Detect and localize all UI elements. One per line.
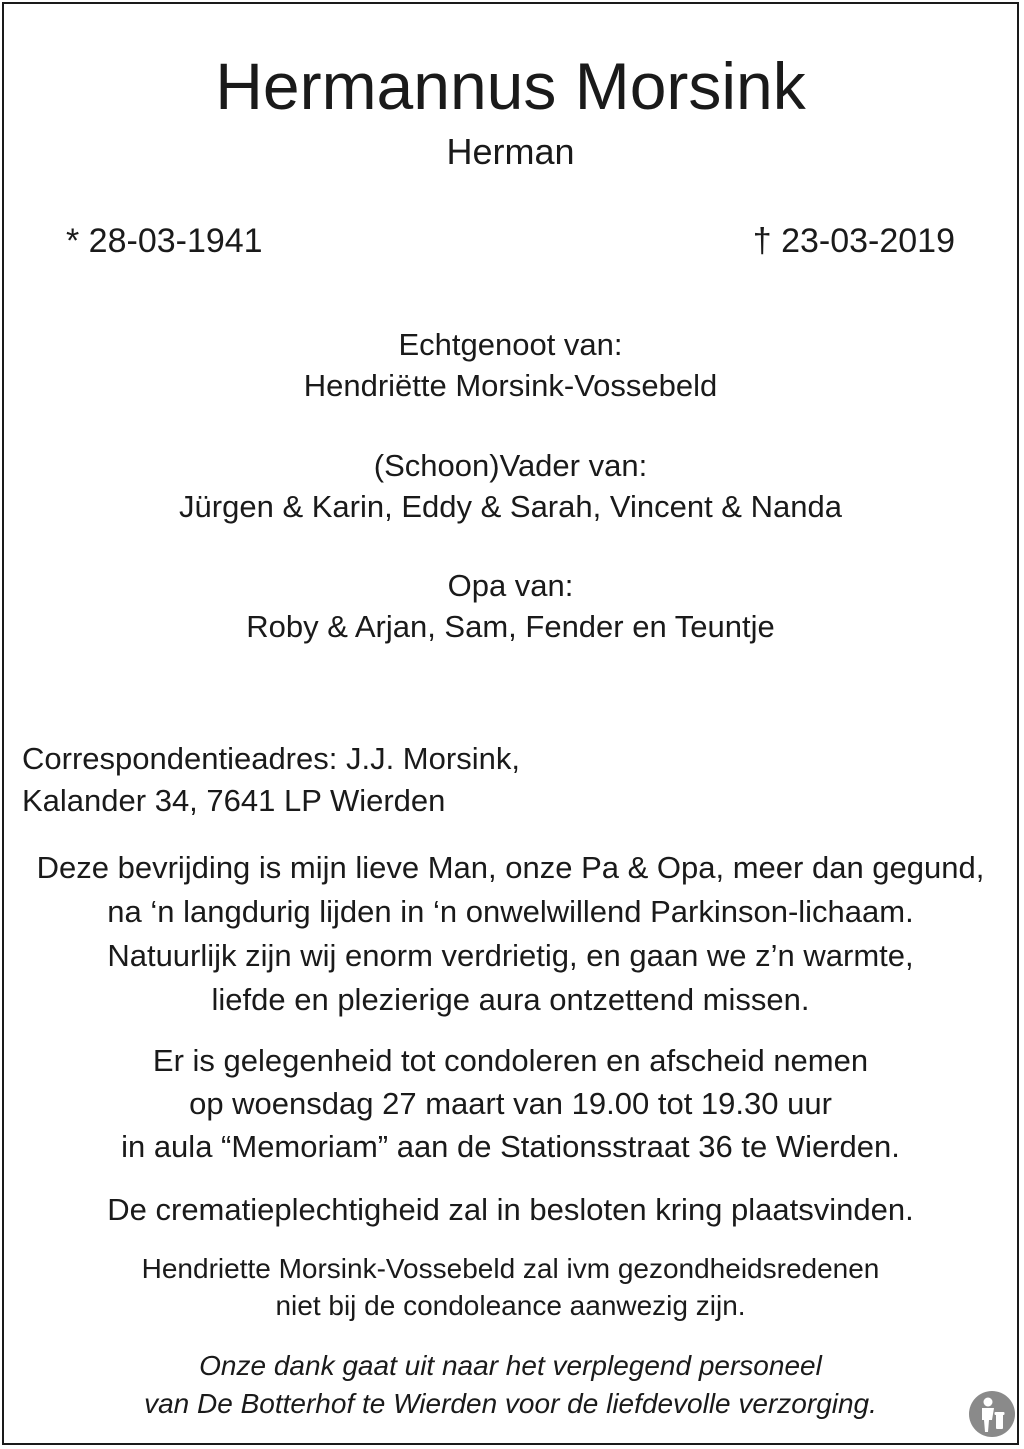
- notice-line: niet bij de condoleance aanwezig zijn.: [275, 1290, 746, 1321]
- condolence-line: in aula “Memoriam” aan de Stationsstraat 36 te Wierden.: [121, 1129, 900, 1164]
- obituary-card: [2, 2, 1019, 1445]
- spouse-section: [4, 324, 1017, 406]
- children-label: (Schoon)Vader van:: [373, 448, 648, 483]
- grandchildren-section: [4, 565, 1017, 647]
- cremation-line: De crematieplechtigheid zal in besloten kring plaatsvinden.: [107, 1192, 914, 1227]
- children-section: [4, 445, 1017, 527]
- grandchildren-names: Roby & Arjan, Sam, Fender en Teuntje: [246, 609, 775, 644]
- cremation-paragraph: [4, 1189, 1017, 1230]
- message-line: Natuurlijk zijn wij enorm verdrietig, en gaan we z’n warmte,: [107, 938, 914, 973]
- thanks-line: van De Botterhof te Wierden voor de liefdevolle verzorging.: [144, 1388, 877, 1419]
- condolence-line: Er is gelegenheid tot condoleren en afscheid nemen: [152, 1043, 869, 1078]
- correspondence-address: [22, 738, 520, 822]
- message-line: Deze bevrijding is mijn lieve Man, onze Pa & Opa, meer dan gegund,: [36, 850, 985, 885]
- condolence-paragraph: [4, 1039, 1017, 1168]
- address-line-1: Correspondentieadres: J.J. Morsink,: [22, 741, 520, 776]
- thanks-paragraph: [4, 1347, 1017, 1423]
- message-line: na ‘n langdurig lijden in ‘n onwelwillend Parkinson-lichaam.: [107, 894, 914, 929]
- message-line: liefde en plezierige aura ontzettend missen.: [211, 982, 810, 1017]
- notice-line: Hendriette Morsink-Vossebeld zal ivm gezondheidsredenen: [141, 1253, 880, 1284]
- grandchildren-label: Opa van:: [447, 568, 574, 603]
- message-paragraph: [4, 846, 1017, 1022]
- condolence-line: op woensdag 27 maart van 19.00 tot 19.30 uur: [189, 1086, 832, 1121]
- deceased-nickname: Herman: [446, 131, 575, 172]
- spouse-name: Hendriëtte Morsink-Vossebeld: [303, 368, 718, 403]
- address-line-2: Kalander 34, 7641 LP Wierden: [22, 783, 446, 818]
- spouse-label: Echtgenoot van:: [398, 327, 623, 362]
- deceased-name: Hermannus Morsink: [215, 49, 806, 123]
- thanks-line: Onze dank gaat uit naar het verplegend personeel: [199, 1350, 822, 1381]
- children-names: Jürgen & Karin, Eddy & Sarah, Vincent & Nanda: [179, 489, 842, 524]
- birth-date: * 28-03-1941: [66, 222, 263, 260]
- memorial-logo-icon: [968, 1390, 1016, 1438]
- notice-paragraph: [4, 1250, 1017, 1324]
- death-date: † 23-03-2019: [752, 222, 955, 260]
